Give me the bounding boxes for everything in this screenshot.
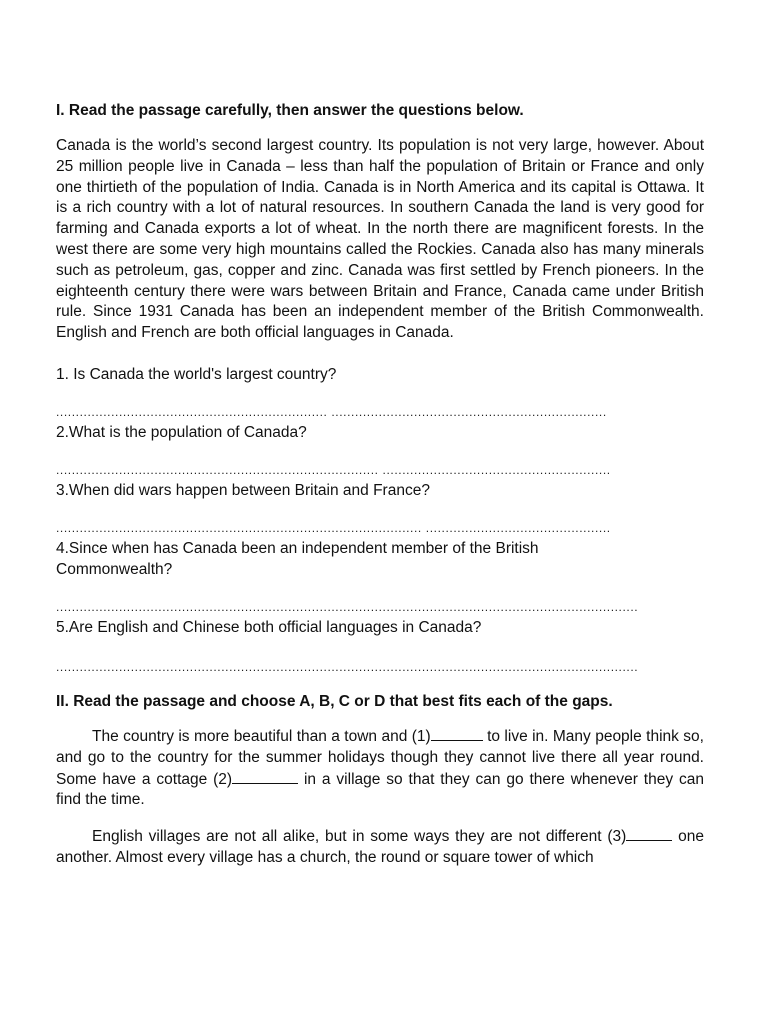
question-3: 3.When did wars happen between Britain and France?	[56, 481, 430, 499]
gap-2-blank[interactable]	[232, 769, 298, 784]
answer-line-1[interactable]: ..................................................................... ......................................................................	[56, 405, 607, 418]
p1-part-c: in a village so that they can go there whenever they can find the time.	[56, 770, 704, 809]
questions-block	[56, 364, 704, 673]
canada-passage: Canada is the world’s second largest country. Its population is not very large, however. About 25 million people live in Canada – less than half the population of Britain or France and only one thirtieth of the population of India. Canada is in North America and its capital is Ottawa. It is a rich country with a lot of natural resources. In southern Canada the land is very good for farming and Canada exports a lot of wheat. In the north there are magnificent forests. In the west there are some very high mountains called the Rockies. Canada also has many minerals such as petroleum, gas, copper and zinc. Canada was first settled by French pioneers. In the eighteenth century there were wars between Britain and France, Canada came under British rule. Since 1931 Canada has been an independent member of the British Commonwealth. English and French are both official languages in Canada.	[56, 137, 704, 342]
p2-part-a: English villages are not all alike, but in some ways they are not different (3)	[92, 828, 627, 846]
question-5: 5.Are English and Chinese both official languages in Canada?	[56, 618, 482, 636]
answer-line-2[interactable]: .................................................................................. ..........................................................	[56, 463, 611, 476]
gap-3-blank[interactable]	[626, 826, 672, 841]
question-4: 4.Since when has Canada been an independent member of the British Commonwealth?	[56, 539, 539, 578]
worksheet-page	[56, 100, 704, 869]
p1-part-b: to live in. Many people think so, and go to the country for the summer holidays though they cannot live there all year round. Some have a cottage (2)	[56, 727, 704, 788]
answer-line-4[interactable]: ....................................................................................................................................................	[56, 600, 639, 613]
section-1-heading: I. Read the passage carefully, then answer the questions below.	[56, 102, 524, 119]
section-2-heading: II. Read the passage and choose A, B, C or D that best fits each of the gaps.	[56, 692, 613, 710]
p2-part-b: one another. Almost every village has a church, the round or square tower of which	[56, 828, 705, 866]
country-passage-paragraph-2	[56, 826, 704, 869]
answer-line-5[interactable]: ....................................................................................................................................................	[56, 660, 639, 673]
answer-line-3[interactable]: ............................................................................................. ...............................................	[56, 521, 611, 534]
country-passage-paragraph-1	[56, 726, 704, 811]
question-2: 2.What is the population of Canada?	[56, 423, 307, 441]
gap-1-blank[interactable]	[431, 726, 483, 741]
p1-part-a: The country is more beautiful than a town and (1)	[92, 727, 431, 745]
question-1: 1. Is Canada the world's largest country?	[56, 365, 337, 383]
